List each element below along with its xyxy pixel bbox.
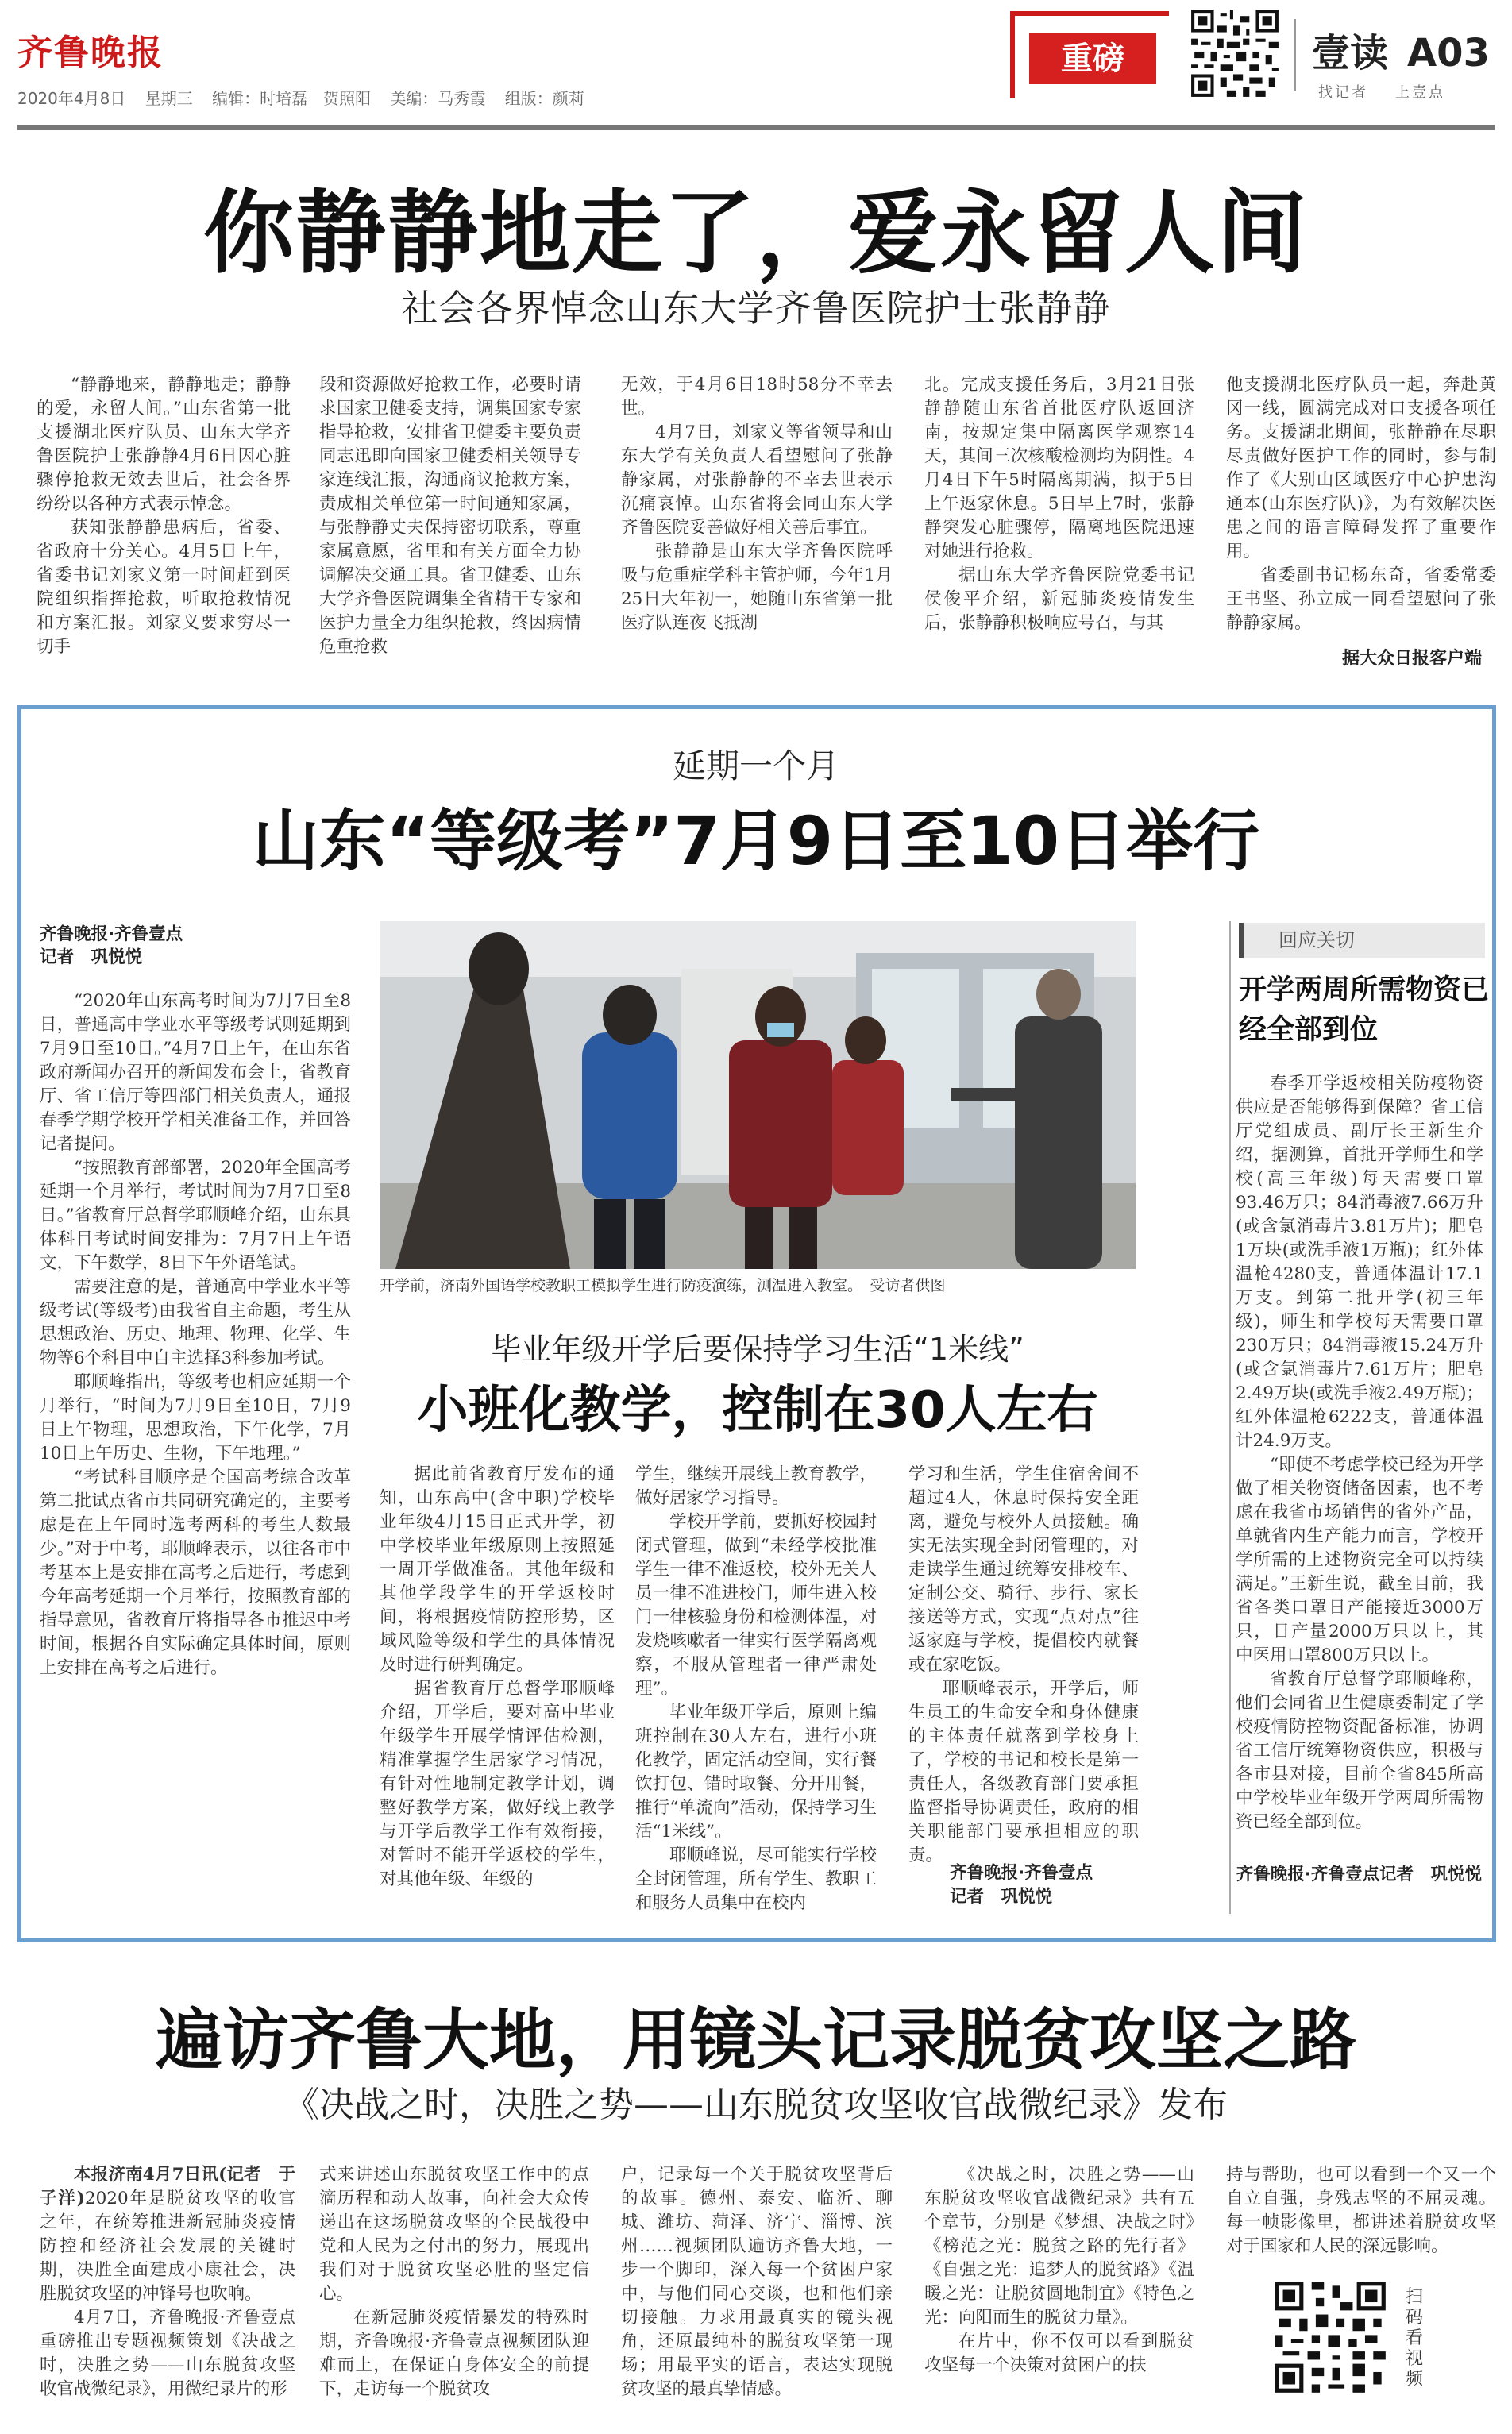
- paragraph: 段和资源做好抢救工作，必要时请求国家卫健委支持，调集国家专家指导抢救，安排省卫健委主要负责同志迅即向国家卫健委相关领导专家连线汇报，沟通商议抢救方案，责成相关单位第一时间通知家属，与张静静丈夫保持密切联系，尊重家属意愿，省里和有关方面全力协调解决交通工具。省卫健委、山东大学齐鲁医院调集全省精干专家和医护力量全力组织抢救，终因病情危重抢救: [319, 375, 581, 657]
- paragraph: 耶顺峰表示，开学后，师生员工的生命安全和身体健康的主体责任就落到学校身上了，学校的书记和校长是第一责任人，各级教育部门要承担监督指导协调责任，政府的相关职能部门要承担相应的职责。: [908, 1679, 1139, 1865]
- paragraph: 持与帮助，也可以看到一个又一个自立自强，身残志坚的不屈灵魂。每一帧影像里，都讲述着脱贫攻坚对于国家和人民的深远影响。: [1226, 2165, 1496, 2256]
- paragraph: 式来讲述山东脱贫攻坚工作中的点滴历程和动人故事，向社会大众传递出在这场脱贫攻坚的全民战役中党和人民为之付出的努力，展现出我们对于脱贫攻坚必胜的坚定信心。: [319, 2165, 589, 2304]
- headline-main: 你静静地走了，爱永留人间: [202, 180, 1309, 286]
- article4-column-1: [40, 2163, 295, 2425]
- article2-column: [40, 989, 351, 1919]
- paragraph: 无效，于4月6日18时58分不幸去世。: [621, 375, 893, 419]
- article3-byline: [950, 1861, 1093, 1909]
- paragraph: 《决战之时，决胜之势——山东脱贫攻坚收官战微纪录》共有五个章节，分别是《梦想、决战之时》《榜范之光：脱贫之路的先行者》《自强之光：追梦人的脱贫路》《温暖之光：让脱贫圆地制宜》《特色之光：向阳而生的脱贫力量》。: [924, 2165, 1194, 2328]
- article3-headline: 小班化教学，控制在30人左右: [417, 1381, 1098, 1440]
- paragraph: 张静静是山东大学齐鲁医院呼吸与危重症学科主管护师，今年1月25日大年初一，她随山东省第一批医疗队连夜飞抵湖: [621, 542, 893, 633]
- byline-reporter: 记者 巩悦悦: [950, 1887, 1053, 1907]
- issue-date: 2020年4月8日: [17, 89, 126, 108]
- editor-credit: 编辑：时培磊 贺照阳: [212, 89, 372, 108]
- article4-column-4: [924, 2163, 1194, 2425]
- article4-column-5: [1226, 2163, 1496, 2266]
- article2-headline: 山东“等级考”7月9日至10日举行: [252, 802, 1260, 880]
- page-label: [1312, 22, 1490, 77]
- article1-column-2: [319, 373, 581, 657]
- paragraph: “按照教育部部署，2020年全国高考延期一个月举行，考试时间为7月7日至8日。”省教育厅总督学耶顺峰介绍，山东具体科目考试时间安排为：7月7日上午语文，下午数学，8日下午外语笔试。: [40, 1158, 351, 1273]
- article2-byline: [40, 923, 183, 969]
- article1-column-4: [924, 373, 1194, 635]
- article4-column-2: [319, 2163, 589, 2425]
- paragraph: “静静地来，静静地走；静静的爱，永留人间。”山东省第一批支援湖北医疗队员、山东大学齐鲁医院护士张静静4月6日因心脏骤停抢救无效去世后，社会各界纷纷以各种方式表示悼念。: [37, 375, 291, 514]
- paragraph: 他支援湖北医疗队员一起，奔赴黄冈一线，圆满完成对口支援各项任务。支援湖北期间，张静静在尽职尽责做好医护工作的同时，参与制作了《大别山区域医疗中心护患沟通本(山东医疗队)》，为有效解决医患之间的语言障碍发挥了重要作用。: [1226, 375, 1496, 561]
- paragraph: 户，记录每一个关于脱贫攻坚背后的故事。德州、泰安、临沂、聊城、潍坊、菏泽、济宁、淄博、滨州……视频团队遍访齐鲁大地，一步一个脚印，深入每一个贫困户家中，与他们同心交谈，也和他们亲切接触。力求用最真实的镜头视角，还原最纯朴的脱贫攻坚第一现场；用最平实的语言，表达实现脱贫攻坚的最真挚情感。: [621, 2165, 893, 2399]
- paragraph: 据山东大学齐鲁医院党委书记侯俊平介绍，新冠肺炎疫情发生后，张静静积极响应号召，与其: [924, 565, 1194, 633]
- paragraph: “即使不考虑学校已经为开学做了相关物资储备因素，也不考虑在我省市场销售的省外产品，单就省内生产能力而言，学校开学所需的上述物资完全可以持续满足。”王新生说，截至目前，我省各类口罩日产能接近3000万只，日产量2000万只以上，其中医用口罩800万只以上。: [1236, 1455, 1483, 1665]
- paragraph: 耶顺峰指出，等级考也相应延期一个月举行，“时间为7月9日至10日，7月9日上午物理，思想政治，下午化学，7月10日上午历史、生物，下午地理。”: [40, 1372, 351, 1464]
- paragraph: 4月7日，齐鲁晚报·齐鲁壹点重磅推出专题视频策划《决战之时，决胜之势——山东脱贫攻坚收官战微纪录》，用微纪录片的形: [40, 2308, 295, 2399]
- sidebar-title: 开学两周所需物资已经全部到位: [1239, 974, 1490, 1046]
- paragraph: “2020年山东高考时间为7月7日至8日，普通高中学业水平等级考试则延期到7月9日至10日。”4月7日上午，在山东省政府新闻办召开的新闻发布会上，省教育厅、省工信厅等四部门相关负责人，通报春季学期学校开学相关准备工作，并回答记者提问。: [40, 991, 351, 1154]
- paragraph: 毕业年级开学后，原则上编班控制在30人左右，进行小班化教学，固定活动空间，实行餐饮打包、错时取餐、分开用餐，推行“单流向”活动，保持学习生活“1米线”。: [635, 1703, 877, 1842]
- paragraph: 在片中，你不仅可以看到脱贫攻坚每一个决策对贫困户的扶: [924, 2332, 1194, 2375]
- article3-column-2: [635, 1463, 877, 1915]
- qr-code-icon[interactable]: [1271, 2278, 1390, 2397]
- top-rule: [17, 125, 1495, 130]
- paragraph: 据省教育厅总督学耶顺峰介绍，开学后，要对高中毕业年级学生开展学情评估检测，精准掌握学生居家学习情况，有针对性地制定教学计划，调整好教学方案，做好线上教学与开学后教学工作有效衔接，对暂时不能开学返校的学生，对其他年级、年级的: [380, 1679, 615, 1889]
- paragraph: 北。完成支援任务后，3月21日张静静随山东省首批医疗队返回济南，按规定集中隔离医学观察14天，其间三次核酸检测均为阴性。4月4日下午5时隔离期满，拟于5日上午返家休息。5日早上7时，张静静突发心脏骤停，隔离地医院迅速对她进行抢救。: [924, 375, 1194, 561]
- paragraph: 省教育厅总督学耶顺峰称，他们会同省卫生健康委制定了学校疫情防控物资配备标准，协调省工信厅统筹物资供应，积极与各市县对接，目前全省845所高中学校毕业年级开学两周所需物资已经全部到位。: [1236, 1669, 1483, 1832]
- paragraph: 据此前省教育厅发布的通知，山东高中(含中职)学校毕业年级4月15日正式开学，初中学校毕业年级原则上按照延一周开学做准备。其他年级和其他学段学生的开学返校时间，将根据疫情防控形势，区域风险等级和学生的具体情况及时进行研判确定。: [380, 1464, 615, 1675]
- paragraph: 省委副书记杨东奇，省委常委王书坚、孙立成一同看望慰问了张静静家属。: [1226, 565, 1496, 633]
- sidebar-tag: 回应关切: [1239, 923, 1485, 958]
- byline-outlet: 齐鲁晚报·齐鲁壹点: [40, 924, 183, 944]
- paragraph: [40, 2163, 295, 2306]
- staff-right: 上壹点: [1395, 84, 1445, 101]
- paragraph: “考试科目顺序是全国高考综合改革第二批试点省市共同研究确定的，主要考虑是在上午同时选考两科的考生人数最少。”对于中考，耶顺峰表示，以往各市中考基本上是安排在高考之后进行，考虑到今年高考延期一个月举行，按照教育部的指导意见，省教育厅将指导各市推迟中考时间，根据各自实际确定具体时间，原则上安排在高考之后进行。: [40, 1468, 351, 1678]
- sidebar-byline: 齐鲁晚报·齐鲁壹点记者 巩悦悦: [1236, 1865, 1482, 1884]
- section-tag: 重磅: [1029, 33, 1156, 84]
- qr-label: 扫码看视频: [1406, 2287, 1424, 2390]
- newspaper-logo: 齐鲁晚报: [17, 33, 164, 73]
- byline-outlet: 齐鲁晚报·齐鲁壹点: [950, 1863, 1094, 1883]
- header-divider: [1294, 19, 1296, 91]
- lead-text: 2020年是脱贫攻坚的收官之年，在统筹推进新冠肺炎疫情防控和经济社会发展的关键时期，决胜全面建成小康社会，决胜脱贫攻坚的冲锋号也吹响。: [40, 2189, 295, 2304]
- page-title: 壹读: [1312, 31, 1389, 75]
- article2-kicker: 延期一个月: [672, 746, 839, 785]
- issue-weekday: 星期三: [145, 89, 193, 108]
- art-credit: 美编：马秀霞: [390, 89, 486, 108]
- issue-info: [17, 86, 599, 109]
- article1-credit: 据大众日报客户端: [1342, 649, 1483, 669]
- photo-caption: 开学前，济南外国语学校教职工模拟学生进行防疫演练，测温进入教室。 受访者供图: [380, 1277, 946, 1294]
- paragraph: 需要注意的是，普通高中学业水平等级考试(等级考)由我省自主命题，考生从思想政治、历史、地理、物理、化学、生物等6个科目中自主选择3科参加考试。: [40, 1277, 351, 1368]
- article4-column-3: [621, 2163, 893, 2425]
- article1-column-1: [37, 373, 291, 657]
- article3-column-1: [380, 1463, 615, 1915]
- paragraph: 4月7日，刘家义等省领导和山东大学有关负责人看望慰问了张静静家属，对张静静的不幸去世表示沉痛哀悼。山东省将会同山东大学齐鲁医院妥善做好相关善后事宜。: [621, 422, 893, 538]
- article1-column-3: [621, 373, 893, 635]
- article3-column-3: [908, 1463, 1139, 1865]
- article4-subhead: 《决战之时，决胜之势——山东脱贫攻坚收官战微纪录》发布: [284, 2085, 1228, 2125]
- article4-headline: 遍访齐鲁大地，用镜头记录脱贫攻坚之路: [155, 2001, 1356, 2079]
- paragraph: 在新冠肺炎疫情暴发的特殊时期，齐鲁晚报·齐鲁壹点视频团队迎难而上，在保证自身体安全的前提下，走访每一个脱贫攻: [319, 2308, 589, 2399]
- paragraph: 耶顺峰说，尽可能实行学校全封闭管理，所有学生、教职工和服务人员集中在校内: [635, 1846, 877, 1913]
- dateline: 本报济南4月7日讯(记者 于子洋): [40, 2165, 295, 2208]
- layout-credit: 组版：颜莉: [504, 89, 584, 108]
- news-photo: [380, 921, 1136, 1269]
- paragraph: 学习和生活，学生住宿舍间不超过4人，休息时保持安全距离，避免与校外人员接触。确实无法实现全封闭管理的，对走读学生通过统筹安排校车、定制公交、骑行、步行、家长接送等方式，实现“点对点”往返家庭与学校，提倡校内就餐或在家吃饭。: [908, 1464, 1139, 1675]
- staff-line: [1318, 81, 1472, 102]
- page-number: A03: [1407, 31, 1490, 75]
- paragraph: 学生，继续开展线上教育教学，做好居家学习指导。: [635, 1464, 877, 1508]
- staff-left: 找记者: [1318, 84, 1368, 101]
- byline-reporter: 记者 巩悦悦: [40, 947, 143, 967]
- article1-column-5: [1226, 373, 1496, 635]
- sidebar-body: [1236, 1072, 1483, 1861]
- sidebar-divider: [1229, 921, 1231, 1914]
- paragraph: 学校开学前，要抓好校园封闭式管理，做到“未经学校批准学生一律不准返校，校外无关人员一律不准进校门，师生进入校门一律核验身份和检测体温，对发烧咳嗽者一律实行医学隔离观察，不服从管理者一律严肃处理”。: [635, 1512, 877, 1699]
- paragraph: 获知张静静患病后，省委、省政府十分关心。4月5日上午，省委书记刘家义第一时间赶到医院组织指挥抢救，听取抢救情况和方案汇报。刘家义要求穷尽一切手: [37, 518, 291, 657]
- article3-kicker: 毕业年级开学后要保持学习生活“1米线”: [491, 1332, 1024, 1367]
- headline-main-subhead: 社会各界悼念山东大学齐鲁医院护士张静静: [401, 287, 1111, 330]
- paragraph: 春季开学返校相关防疫物资供应是否能够得到保障？省工信厅党组成员、副厅长王新生介绍，据测算，首批开学师生和学校(高三年级)每天需要口罩93.46万只；84消毒液7.66万升(或含氯消毒片3.81万片)；肥皂1万块(或洗手液1万瓶)；红外体温枪4280支，普通体温计17.1万支。到第二批开学(初三年级)，师生和学校每天需要口罩230万只；84消毒液15.24万升(或含氯消毒片7.61万片；肥皂2.49万块(或洗手液2.49万瓶)；红外体温枪6222支，普通体温计24.9万支。: [1236, 1074, 1483, 1451]
- qr-code-icon[interactable]: [1188, 6, 1282, 100]
